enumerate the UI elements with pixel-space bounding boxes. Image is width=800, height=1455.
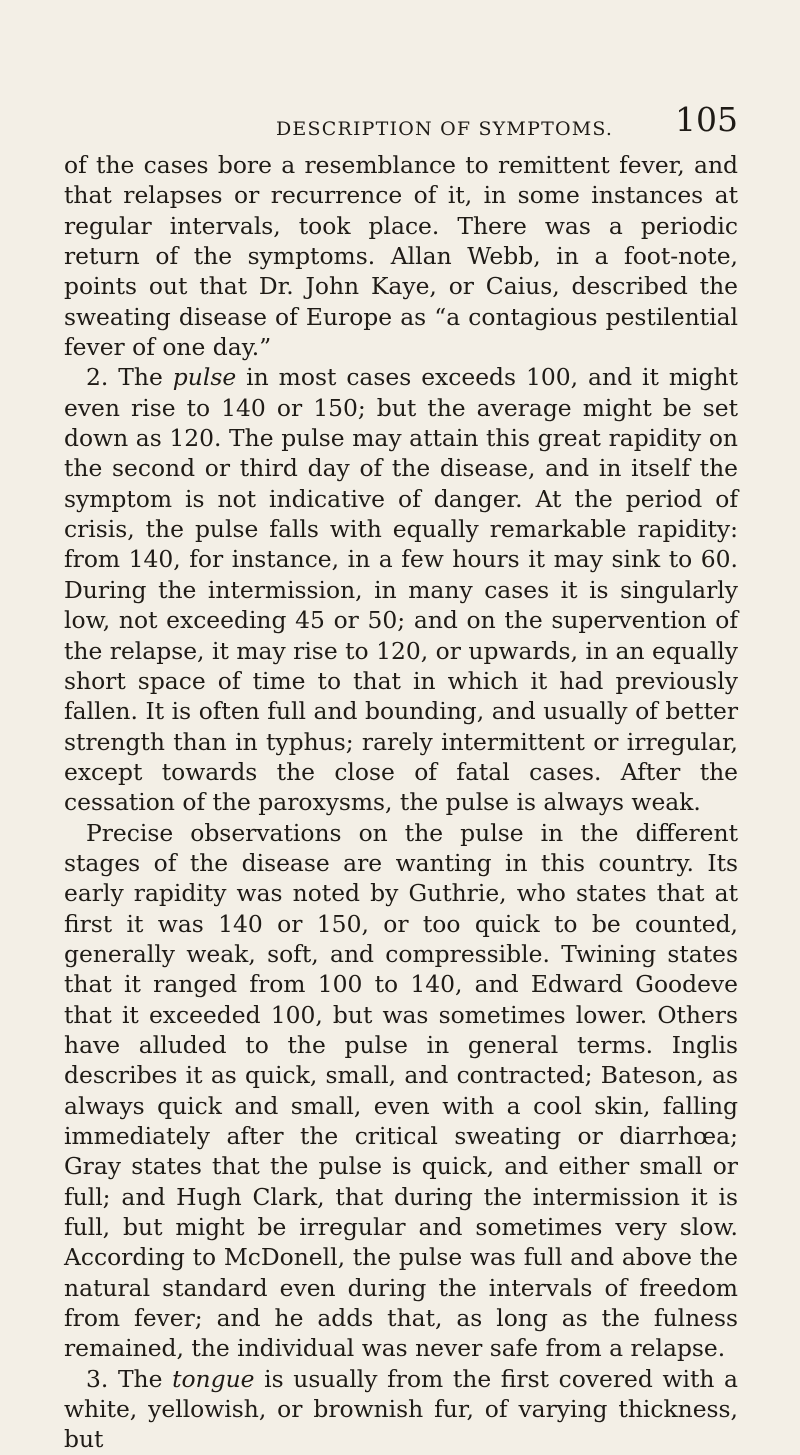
- paragraph-3-observations: [64, 818, 738, 1364]
- paragraph-1: [64, 150, 738, 362]
- body-text: [64, 150, 738, 1455]
- paragraph-2-pulse: [64, 362, 738, 817]
- paragraph-4-text: is usually from the first covered with a white, yellowish, or brownish fur, of varying thickness, but: [64, 1364, 738, 1454]
- paragraph-3-text: Precise observations on the pulse in the different stages of the disease are wanting in this country. Its early rapidity was noted by Guthrie, who states that at first it was 140 or 150, or too quick to be counted, generally weak, soft, and compressible. Twining states that it ranged from 100 to 140, and Edward Goodeve that it exceeded 100, but was sometimes lower. Others have alluded to the pulse in general terms. Inglis describes it as quick, small, and contracted; Bateson, as always quick and small, even with a cool skin, falling immediately after the critical sweating or diarrhœa; Gray states that the pulse is quick, and either small or full; and Hugh Clark, that during the intermission it is full, but might be irregular and sometimes very slow. According to McDonell, the pulse was full and above the natural standard even during the intervals of freedom from fever; and he adds that, as long as the fulness remained, the individual was never safe from a relapse.: [64, 818, 738, 1363]
- running-head: [64, 0, 738, 150]
- pulse-term: pulse: [172, 363, 237, 392]
- paragraph-2-lead: 2. The: [86, 363, 163, 392]
- running-title: DESCRIPTION OF SYMPTOMS.: [276, 118, 614, 140]
- paragraph-2-text: in most cases exceeds 100, and it might even rise to 140 or 150; but the average might be set down as 120. The pulse may attain this great rapidity on the second or third day of the disease, and in itself the symptom is not indicative of danger. At the period of crisis, the pulse falls with equally remarkable rapidity: from 140, for instance, in a few hours it may sink to 60. During the intermission, in many cases it is singularly low, not exceeding 45 or 50; and on the supervention of the relapse, it may rise to 120, or upwards, in an equally short space of time to that in which it had previously fallen. It is often full and bounding, and usually of better strength than in typhus; rarely intermittent or irregular, except towards the close of fatal cases. After the cessation of the paroxysms, the pulse is always weak.: [64, 363, 738, 817]
- paragraph-4-lead: 3. The: [86, 1364, 163, 1393]
- page-number: 105: [675, 100, 738, 139]
- tongue-term: tongue: [172, 1364, 255, 1393]
- paragraph-4-tongue: [64, 1364, 738, 1455]
- paragraph-1-text: of the cases bore a resemblance to remittent fever, and that relapses or recurrence of it, in some instances at regular intervals, took place. There was a periodic return of the symptoms. Allan Webb, in a foot-note, points out that Dr. John Kaye, or Caius, described the sweating disease of Europe as “a contagious pestilential fever of one day.”: [64, 151, 738, 362]
